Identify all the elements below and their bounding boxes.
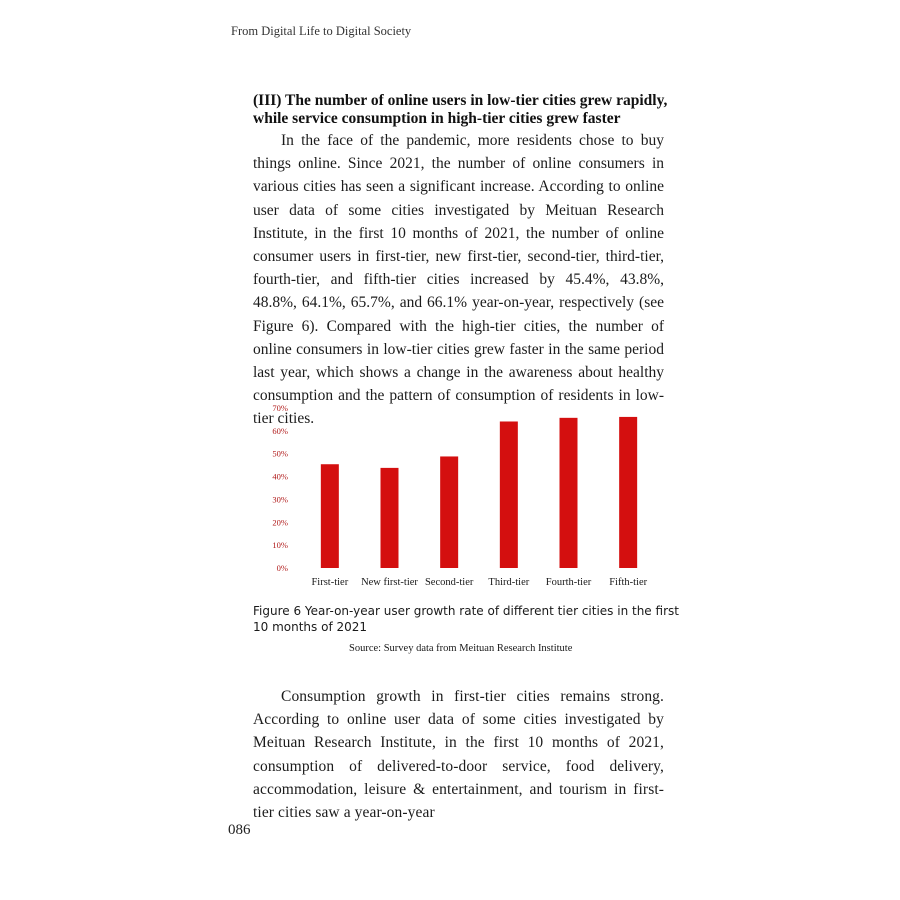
body-paragraph-2: Consumption growth in first-tier cities remains strong. According to online user data of some cities investigated by Meituan Research Institute, in the first 10 months of 2021, consumption of delivered-to-door service, food delivery, accommodation, leisure & entertainment, and tourism in first-tier cities saw a year-on-year — [253, 688, 664, 822]
y-tick-label: 10% — [272, 540, 288, 551]
bar-chart — [262, 396, 662, 596]
y-tick-label: 60% — [272, 425, 288, 436]
x-tick-label: First-tier — [311, 577, 349, 588]
figure-caption: Figure 6 Year-on-year user growth rate of different tier cities in the first 10 months of 2021 — [253, 604, 679, 634]
y-tick-label: 40% — [272, 471, 288, 482]
bar-fourth-tier — [560, 418, 578, 568]
y-tick-label: 20% — [272, 517, 288, 528]
section-heading: (III) The number of online users in low-tier cities grew rapidly, while service consumption in high-tier cities grew faster — [253, 92, 668, 127]
bar-chart-svg — [262, 396, 662, 596]
x-tick-label: Second-tier — [424, 577, 474, 588]
bar-second-tier — [440, 456, 458, 568]
bar-first-tier — [321, 464, 339, 568]
x-tick-label: Fourth-tier — [545, 577, 592, 588]
x-tick-label: Fifth-tier — [609, 577, 648, 588]
bar-fifth-tier — [619, 417, 637, 568]
body-paragraph-1: In the face of the pandemic, more residents chose to buy things online. Since 2021, the number of online consumers in various cities has seen a significant increase. According to online user data of some cities investigated by Meituan Research Institute, in the first 10 months of 2021, the number of online consumer users in first-tier, new first-tier, second-tier, third-tier, fourth-tier, and fifth-tier cities increased by 45.4%, 43.8%, 48.8%, 64.1%, 65.7%, and 66.1% year-on-year, respectively (see Figure 6). Compared with the high-tier cities, the number of online consumers in low-tier cities grew faster in the same period last year, which shows a change in the awareness about healthy consumption and the pattern of consumption of residents in low-tier cities. — [253, 132, 664, 428]
figure-source: Source: Survey data from Meituan Research Institute — [349, 643, 573, 654]
y-tick-label: 30% — [272, 494, 288, 505]
bar-third-tier — [500, 421, 518, 568]
page-number: 086 — [228, 822, 251, 838]
y-tick-label: 0% — [276, 563, 288, 573]
x-tick-label: Third-tier — [488, 577, 530, 588]
bar-new-first-tier — [381, 468, 399, 568]
running-head: From Digital Life to Digital Society — [231, 24, 412, 38]
y-tick-label: 70% — [272, 403, 288, 413]
x-tick-label: New first-tier — [361, 577, 418, 588]
y-tick-label: 50% — [272, 448, 288, 459]
